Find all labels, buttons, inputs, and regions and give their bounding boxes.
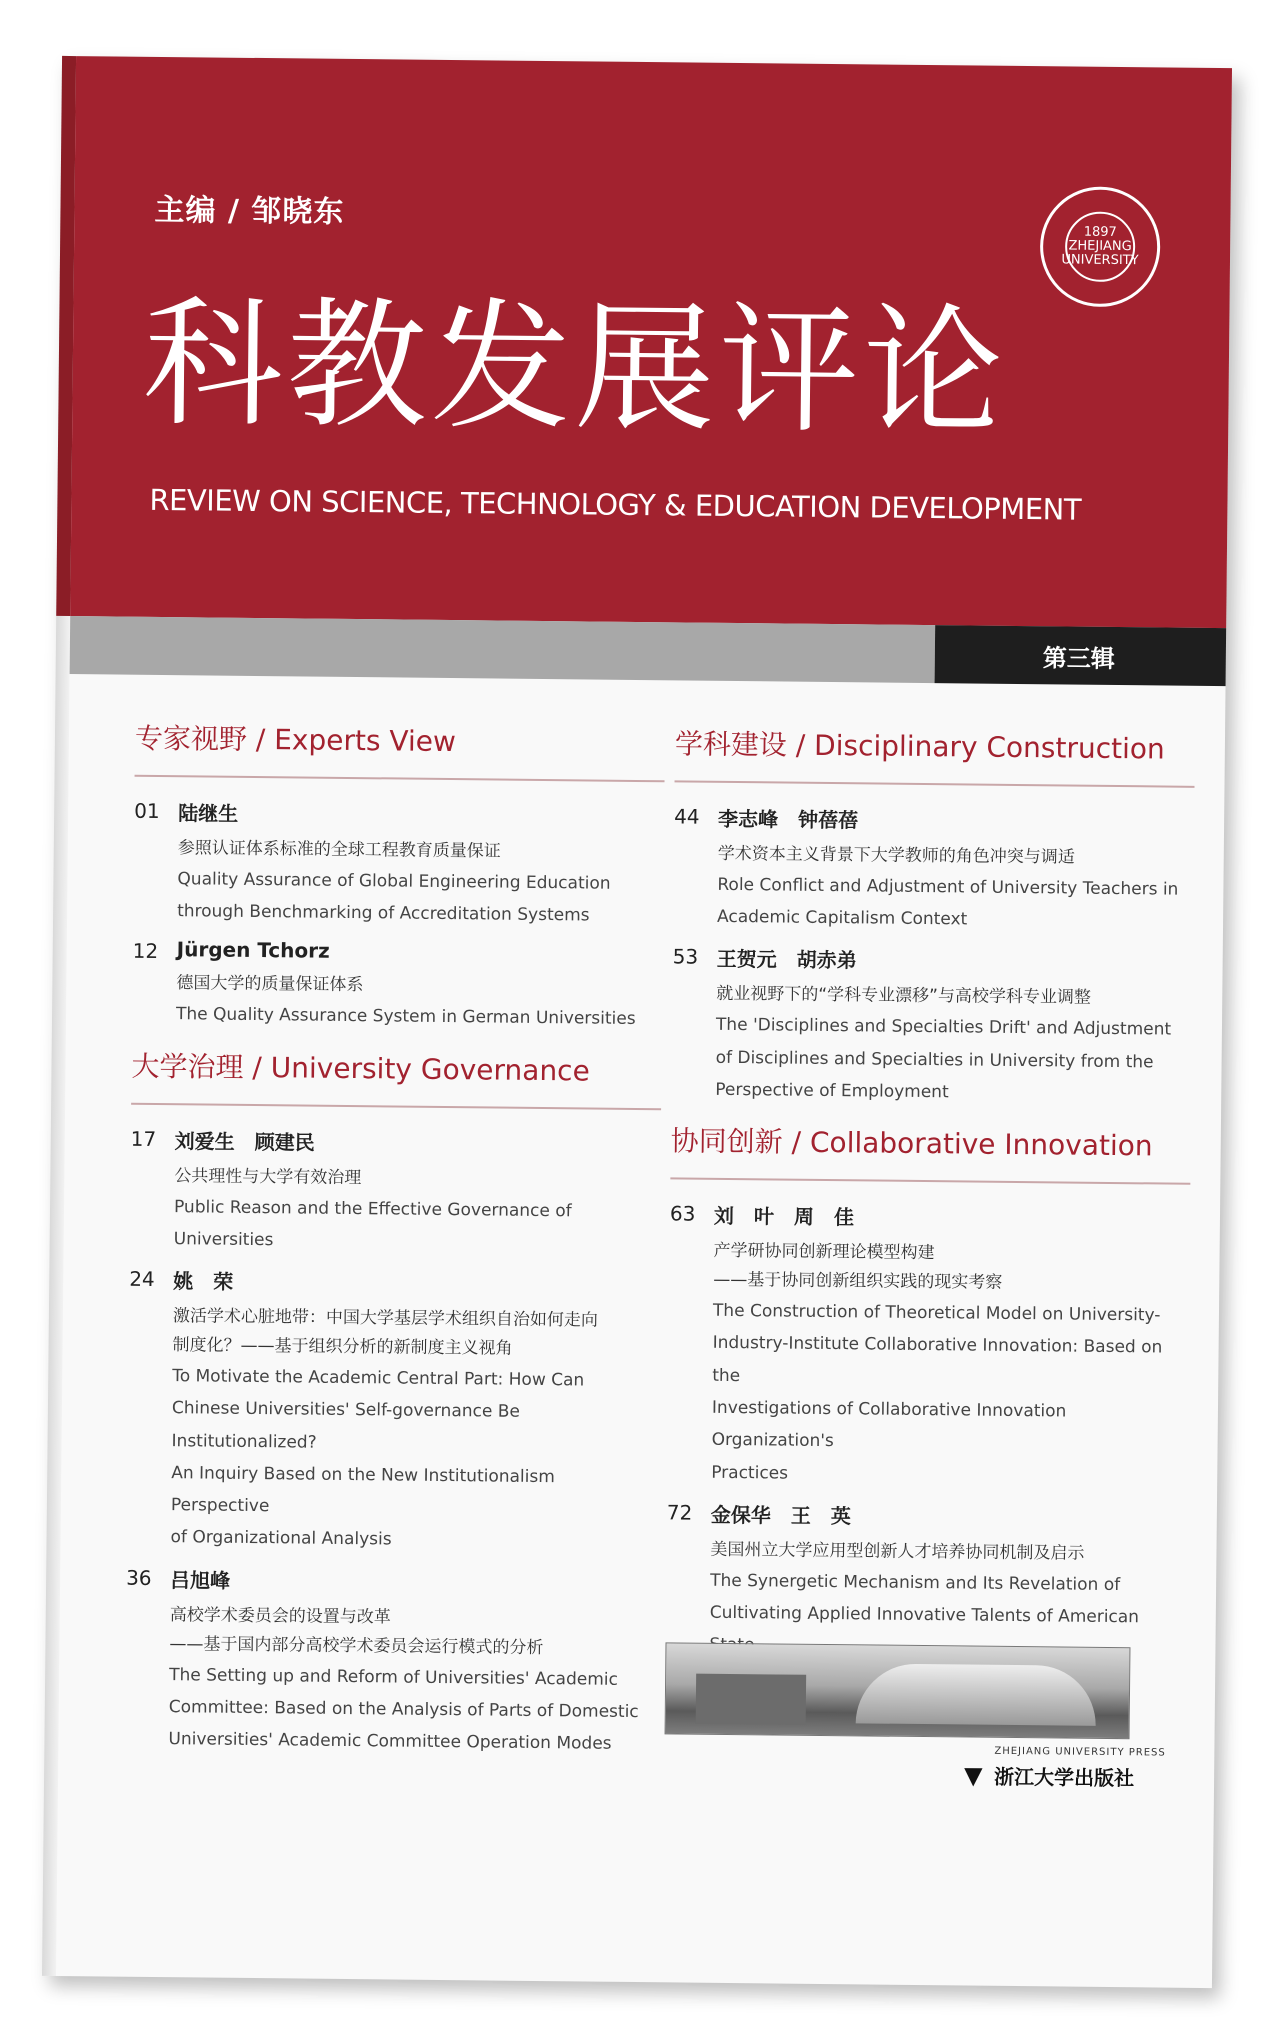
cover-title: 科教发展评论 [142,282,1008,455]
page-number: 72 [666,1500,693,1525]
university-seal-icon [1040,186,1161,307]
authors: 吕旭峰 [170,1567,231,1593]
authors: Jürgen Tchorz [176,937,330,964]
title-en: Public Reason and the Effective Governance of [173,1196,572,1221]
title-en: Cultivating Applied Innovative Talents of American [709,1602,1140,1628]
title-en: of Disciplines and Specialties in University from the [715,1047,1154,1073]
title-cn: ——基于协同创新组织实践的现实考察 [713,1269,1003,1293]
toc-entry [133,797,664,933]
press-logo-icon: ▼ [963,1760,983,1790]
issue-band [935,625,1227,686]
authors: 刘爱生 顾建民 [174,1128,315,1155]
title-en: An Inquiry Based on the New Institutionalism Perspective [170,1462,555,1517]
authors: 李志峰 钟蓓蓓 [718,806,859,833]
book-cover [42,56,1232,1988]
page-number: 24 [129,1266,155,1292]
title-en: Chinese Universities' Self-governance Be Institutionalized? [171,1398,521,1453]
section-heading-experts-view: 专家视野 / Experts View [135,717,666,783]
title-en: Industry-Institute Collaborative Innovation: Based on the [712,1333,1163,1386]
authors: 金保华 王 英 [710,1502,851,1529]
toc-entry [673,802,1194,938]
page-number: 63 [669,1201,696,1226]
title-cn: 德国大学的质量保证体系 [176,973,364,996]
authors: 刘 叶 周 佳 [713,1204,855,1230]
photo-building [696,1674,807,1725]
campus-photo [665,1642,1131,1739]
authors: 姚 荣 [173,1269,234,1294]
toc-entry [130,1124,661,1260]
title-cn: 产学研协同创新理论模型构建 [713,1241,935,1264]
title-en: The Setting up and Reform of Universities' Academic [169,1664,619,1690]
toc-entry [126,1265,659,1559]
title-en: Practices [711,1462,789,1484]
page-number: 44 [674,804,700,829]
photo-dome [856,1663,1097,1726]
title-cn: ——基于国内部分高校学术委员会运行模式的分析 [169,1633,544,1658]
page-number: 53 [672,944,699,970]
title-en: Quality Assurance of Global Engineering Education [177,869,611,894]
publisher-name-cn: 浙江大学出版社 [993,1764,1135,1791]
title-en: Academic Capitalism Context [716,907,968,930]
title-cn: 制度化？——基于组织分析的新制度主义视角 [172,1335,513,1359]
title-en: Committee: Based on the Analysis of Parts of Domestic [168,1696,639,1722]
issue-label: 第三辑 [1042,643,1115,673]
page-number: 01 [134,798,160,823]
publisher-block [964,1745,1166,1791]
grey-band [70,616,936,683]
title-cn: 公共理性与大学有效治理 [174,1165,362,1188]
title-en: Universities [173,1229,274,1251]
page-number: 12 [132,939,159,964]
authors: 王贺元 胡赤弟 [716,947,857,973]
section-heading-collaborative-innovation: 协同创新 / Collaborative Innovation [670,1120,1191,1185]
page-number: 36 [126,1565,152,1590]
toc-entry [132,937,663,1036]
cover-header [70,56,1232,628]
section-heading-university-governance: 大学治理 / University Governance [131,1044,662,1110]
title-cn: 参照认证体系标准的全球工程教育质量保证 [177,838,501,862]
left-column [124,717,665,1771]
section-heading-disciplinary-construction: 学科建设 / Disciplinary Construction [675,722,1196,787]
toc-entry [671,943,1193,1111]
toc-entry [667,1200,1190,1494]
title-cn: 就业视野下的“学科专业漂移”与高校学科专业调整 [716,984,1092,1009]
title-en: To Motivate the Academic Central Part: How Can [172,1366,585,1391]
title-en: of Organizational Analysis [170,1527,392,1550]
publisher-name-en: ZHEJIANG UNIVERSITY PRESS [994,1745,1166,1759]
title-en: The Synergetic Mechanism and Its Revelation of [710,1570,1121,1595]
title-cn: 激活学术心脏地带：中国大学基层学术组织自治如何走向 [172,1306,598,1331]
title-en: The Quality Assurance System in German Universities [175,1004,636,1030]
authors: 陆继生 [178,801,239,826]
right-column [665,722,1195,1708]
cover-subtitle: REVIEW ON SCIENCE, TECHNOLOGY & EDUCATION DEVELOPMENT [149,482,1082,527]
title-en: Perspective of Employment [715,1079,949,1103]
title-en: The 'Disciplines and Specialties Drift' and Adjustment [715,1015,1172,1040]
title-en: Investigations of Collaborative Innovation Organization's [711,1397,1067,1452]
title-en: through Benchmarking of Accreditation Systems [177,901,590,926]
page-number: 17 [130,1126,157,1151]
editor-line: 主编 / 邹晓东 [154,192,345,230]
title-cn: 学术资本主义背景下大学教师的角色冲突与调适 [717,843,1075,868]
title-en: The Construction of Theoretical Model on University- [712,1300,1161,1326]
seal-center: 1897 ZHEJIANG UNIVERSITY [1065,211,1136,282]
title-cn: 高校学术委员会的设置与改革 [169,1604,391,1628]
title-en: Role Conflict and Adjustment of University Teachers in [717,874,1179,900]
title-cn: 美国州立大学应用型创新人才培养协同机制及启示 [710,1539,1085,1564]
title-en: Universities' Academic Committee Operation Modes [168,1729,612,1754]
toc-entry [124,1563,656,1760]
